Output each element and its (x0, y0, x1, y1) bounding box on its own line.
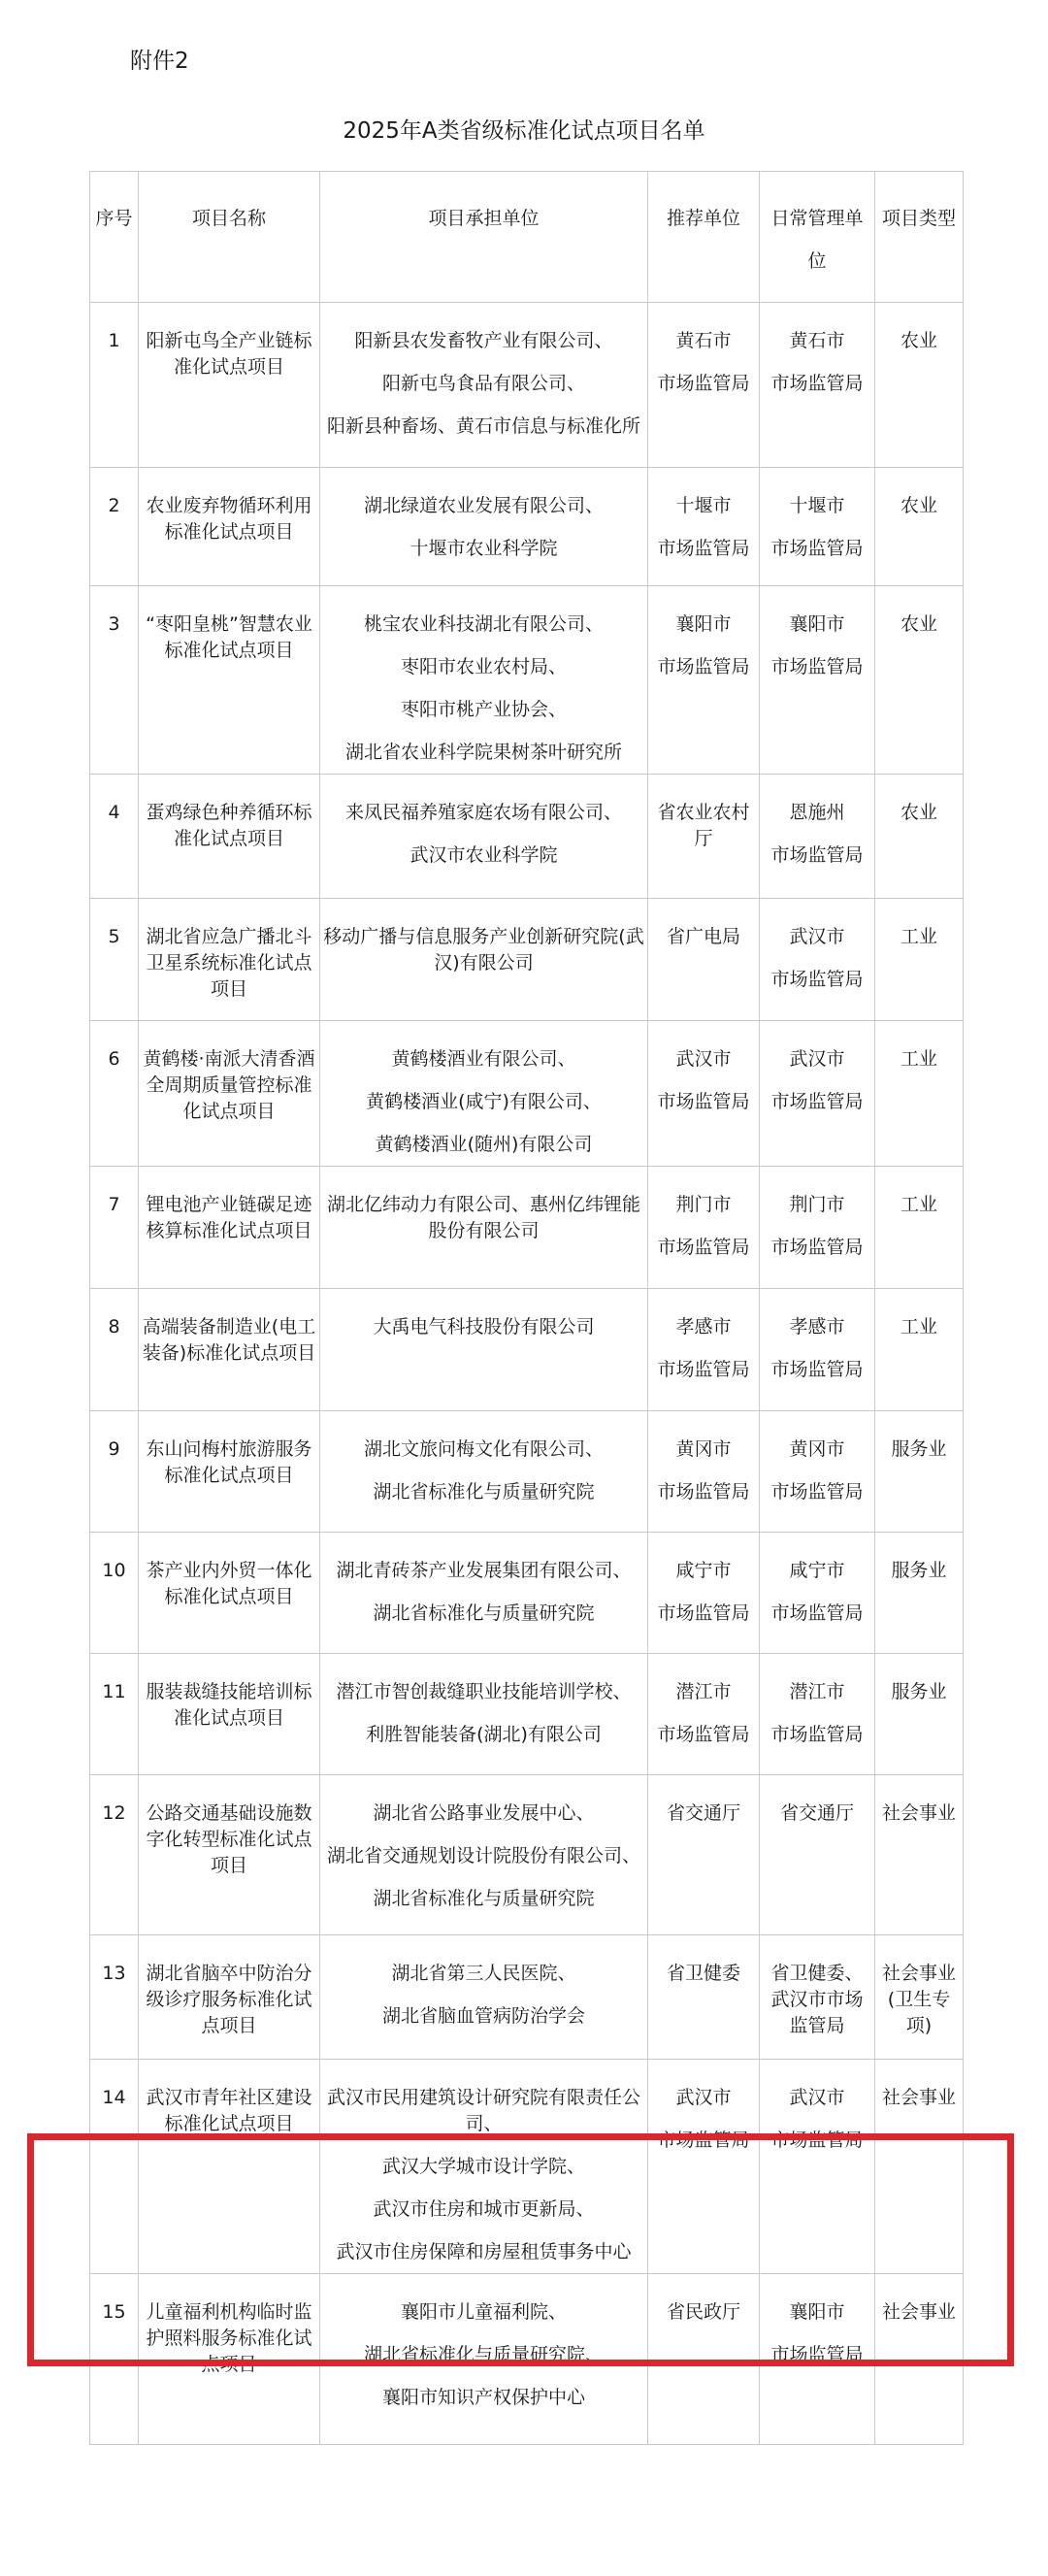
managing-unit-line: 市场监管局 (770, 844, 864, 866)
recommending-unit (648, 303, 760, 468)
row-number: 15 (90, 2274, 139, 2445)
managing-unit (760, 1411, 875, 1533)
managing-unit-line: 市场监管局 (770, 538, 864, 559)
row-number: 14 (90, 2060, 139, 2274)
managing-unit (760, 1167, 875, 1289)
undertaker-unit: 武汉大学城市设计学院、 (381, 2156, 585, 2177)
managing-unit-line: 孝感市 (789, 1316, 845, 1338)
undertaker-unit: 武汉市住房和城市更新局、 (373, 2198, 595, 2220)
undertaker-unit: 黄鹤楼酒业(咸宁)有限公司、 (366, 1091, 602, 1112)
managing-unit-line: 襄阳市 (789, 613, 845, 635)
table-header-row (90, 172, 964, 303)
undertaker-units (320, 775, 648, 899)
managing-unit-line: 武汉市 (789, 1048, 845, 1070)
undertaker-unit: 襄阳市知识产权保护中心 (381, 2387, 585, 2408)
managing-unit-line: 市场监管局 (770, 1091, 864, 1112)
managing-unit (760, 775, 875, 899)
undertaker-unit: 阳新县种畜场、黄石市信息与标准化所 (326, 415, 640, 437)
undertaker-units (320, 899, 648, 1021)
undertaker-units (320, 1289, 648, 1411)
recommending-unit (648, 586, 760, 775)
managing-unit-line: 咸宁市 (789, 1560, 845, 1581)
managing-unit-line: 市场监管局 (770, 2130, 864, 2151)
undertaker-unit: 阳新县农发畜牧产业有限公司、 (354, 330, 613, 351)
project-type: 农业 (875, 468, 964, 586)
managing-unit (760, 1021, 875, 1167)
undertaker-units (320, 1935, 648, 2060)
project-name: 锂电池产业链碳足迹核算标准化试点项目 (139, 1167, 320, 1289)
managing-unit-line: 市场监管局 (770, 1602, 864, 1624)
project-type: 工业 (875, 1021, 964, 1167)
undertaker-units (320, 1167, 648, 1289)
recommending-unit-line: 市场监管局 (657, 2130, 750, 2151)
recommending-unit-line: 咸宁市 (675, 1560, 732, 1581)
managing-unit (760, 586, 875, 775)
recommending-unit-line: 省农业农村厅 (657, 802, 750, 849)
undertaker-units (320, 303, 648, 468)
undertaker-unit: 移动广播与信息服务产业创新研究院(武汉)有限公司 (323, 926, 644, 974)
project-name: 蛋鸡绿色种养循环标准化试点项目 (139, 775, 320, 899)
table-row (90, 1021, 964, 1167)
undertaker-units (320, 468, 648, 586)
recommending-unit-line: 市场监管局 (657, 1724, 750, 1745)
project-name: 湖北省应急广播北斗卫星系统标准化试点项目 (139, 899, 320, 1021)
recommending-unit-line: 市场监管局 (657, 1091, 750, 1112)
row-number: 4 (90, 775, 139, 899)
recommending-unit-line: 市场监管局 (657, 1481, 750, 1503)
recommending-unit (648, 1533, 760, 1654)
managing-unit-line: 市场监管局 (770, 656, 864, 677)
project-type: 社会事业 (875, 2274, 964, 2445)
table-row (90, 2060, 964, 2274)
project-type: 服务业 (875, 1533, 964, 1654)
undertaker-unit: 湖北省标准化与质量研究院 (373, 1481, 595, 1503)
recommending-unit-line: 市场监管局 (657, 373, 750, 394)
recommending-unit-line: 市场监管局 (657, 538, 750, 559)
project-type: 农业 (875, 303, 964, 468)
recommending-unit-line: 黄冈市 (675, 1438, 732, 1460)
recommending-unit (648, 1775, 760, 1935)
undertaker-units (320, 1775, 648, 1935)
project-name: 服装裁缝技能培训标准化试点项目 (139, 1654, 320, 1775)
undertaker-unit: 大禹电气科技股份有限公司 (373, 1316, 595, 1338)
recommending-unit-line: 省广电局 (666, 926, 740, 947)
table-row (90, 586, 964, 775)
header-manager: 日常管理单位 (760, 172, 875, 303)
project-type: 工业 (875, 899, 964, 1021)
header-recommender: 推荐单位 (648, 172, 760, 303)
recommending-unit-line: 潜江市 (675, 1681, 732, 1702)
recommending-unit (648, 468, 760, 586)
managing-unit-line: 省交通厅 (779, 1802, 854, 1824)
project-type: 农业 (875, 586, 964, 775)
table-row (90, 468, 964, 586)
row-number: 13 (90, 1935, 139, 2060)
managing-unit (760, 468, 875, 586)
row-number: 11 (90, 1654, 139, 1775)
recommending-unit-line: 孝感市 (675, 1316, 732, 1338)
managing-unit-line: 武汉市 (789, 2087, 845, 2108)
recommending-unit-line: 襄阳市 (675, 613, 732, 635)
row-number: 8 (90, 1289, 139, 1411)
undertaker-unit: 来凤民福养殖家庭农场有限公司、 (344, 802, 622, 823)
project-type: 工业 (875, 1167, 964, 1289)
project-name: 阳新屯鸟全产业链标准化试点项目 (139, 303, 320, 468)
recommending-unit (648, 2060, 760, 2274)
table-row (90, 1411, 964, 1533)
undertaker-units (320, 2060, 648, 2274)
managing-unit (760, 1533, 875, 1654)
row-number: 2 (90, 468, 139, 586)
undertaker-unit: 湖北省农业科学院果树茶叶研究所 (344, 742, 622, 763)
undertaker-unit: 湖北省交通规划设计院股份有限公司、 (326, 1845, 640, 1866)
annex-label: 附件2 (130, 49, 189, 74)
managing-unit-line: 黄冈市 (789, 1438, 845, 1460)
managing-unit (760, 1654, 875, 1775)
undertaker-units (320, 2274, 648, 2445)
document-title: 2025年A类省级标准化试点项目名单 (343, 118, 705, 144)
undertaker-unit: 湖北省标准化与质量研究院、 (363, 2344, 604, 2365)
project-name: 儿童福利机构临时监护照料服务标准化试点项目 (139, 2274, 320, 2445)
undertaker-unit: 枣阳市农业农村局、 (400, 656, 567, 677)
recommending-unit-line: 市场监管局 (657, 1602, 750, 1624)
managing-unit (760, 899, 875, 1021)
managing-unit-line: 市场监管局 (770, 2344, 864, 2365)
undertaker-unit: 十堰市农业科学院 (409, 538, 558, 559)
row-number: 1 (90, 303, 139, 468)
recommending-unit (648, 775, 760, 899)
undertaker-unit: 武汉市农业科学院 (409, 844, 558, 866)
undertaker-units (320, 1411, 648, 1533)
table-row (90, 1935, 964, 2060)
undertaker-unit: 湖北亿纬动力有限公司、惠州亿纬锂能股份有限公司 (326, 1194, 640, 1241)
undertaker-unit: 阳新屯鸟食品有限公司、 (381, 373, 585, 394)
recommending-unit (648, 1289, 760, 1411)
managing-unit-line: 恩施州 (789, 802, 845, 823)
row-number: 5 (90, 899, 139, 1021)
project-type: 农业 (875, 775, 964, 899)
managing-unit-line: 十堰市 (789, 495, 845, 516)
managing-unit-line: 潜江市 (789, 1681, 845, 1702)
recommending-unit-line: 省交通厅 (666, 1802, 740, 1824)
recommending-unit-line: 武汉市 (675, 2087, 732, 2108)
recommending-unit-line: 市场监管局 (657, 1359, 750, 1380)
undertaker-unit: 利胜智能装备(湖北)有限公司 (366, 1724, 602, 1745)
undertaker-units (320, 586, 648, 775)
undertaker-unit: 湖北省脑血管病防治学会 (381, 2005, 585, 2027)
table-row (90, 775, 964, 899)
project-name: 武汉市青年社区建设标准化试点项目 (139, 2060, 320, 2274)
undertaker-units (320, 1654, 648, 1775)
undertaker-unit: 黄鹤楼酒业(随州)有限公司 (375, 1134, 593, 1155)
managing-unit-line: 市场监管局 (770, 1724, 864, 1745)
row-number: 12 (90, 1775, 139, 1935)
managing-unit-line: 荆门市 (789, 1194, 845, 1215)
recommending-unit-line: 省卫健委 (666, 1963, 740, 1984)
table-row (90, 1289, 964, 1411)
managing-unit-line: 市场监管局 (770, 1237, 864, 1258)
header-name: 项目名称 (139, 172, 320, 303)
undertaker-unit: 枣阳市桃产业协会、 (400, 699, 567, 720)
undertaker-units (320, 1021, 648, 1167)
undertaker-unit: 武汉市住房保障和房屋租赁事务中心 (336, 2241, 632, 2262)
recommending-unit (648, 1654, 760, 1775)
undertaker-units (320, 1533, 648, 1654)
row-number: 10 (90, 1533, 139, 1654)
header-no: 序号 (90, 172, 139, 303)
table-row (90, 899, 964, 1021)
managing-unit (760, 1289, 875, 1411)
project-name: “枣阳皇桃”智慧农业标准化试点项目 (139, 586, 320, 775)
recommending-unit (648, 899, 760, 1021)
header-undertaker: 项目承担单位 (320, 172, 648, 303)
table-row (90, 1654, 964, 1775)
project-type: 服务业 (875, 1411, 964, 1533)
table-row (90, 1533, 964, 1654)
undertaker-unit: 湖北文旅问梅文化有限公司、 (363, 1438, 604, 1460)
project-name: 高端装备制造业(电工装备)标准化试点项目 (139, 1289, 320, 1411)
project-type: 社会事业(卫生专项) (875, 1935, 964, 2060)
recommending-unit-line: 省民政厅 (666, 2301, 740, 2323)
recommending-unit-line: 市场监管局 (657, 656, 750, 677)
undertaker-unit: 桃宝农业科技湖北有限公司、 (363, 613, 604, 635)
managing-unit-line: 黄石市 (789, 330, 845, 351)
recommending-unit (648, 2274, 760, 2445)
managing-unit (760, 2060, 875, 2274)
undertaker-unit: 黄鹤楼酒业有限公司、 (391, 1048, 576, 1070)
recommending-unit (648, 1167, 760, 1289)
row-number: 6 (90, 1021, 139, 1167)
managing-unit-line: 武汉市 (789, 926, 845, 947)
undertaker-unit: 湖北省公路事业发展中心、 (373, 1802, 595, 1824)
project-type: 社会事业 (875, 2060, 964, 2274)
project-name: 农业废弃物循环利用标准化试点项目 (139, 468, 320, 586)
undertaker-unit: 湖北青砖茶产业发展集团有限公司、 (336, 1560, 632, 1581)
undertaker-unit: 武汉市民用建筑设计研究院有限责任公司、 (326, 2087, 640, 2134)
row-number: 3 (90, 586, 139, 775)
managing-unit-line: 襄阳市 (789, 2301, 845, 2323)
row-number: 9 (90, 1411, 139, 1533)
managing-unit (760, 303, 875, 468)
project-type: 社会事业 (875, 1775, 964, 1935)
managing-unit-line: 市场监管局 (770, 969, 864, 990)
recommending-unit (648, 1935, 760, 2060)
project-type: 工业 (875, 1289, 964, 1411)
project-name: 湖北省脑卒中防治分级诊疗服务标准化试点项目 (139, 1935, 320, 2060)
undertaker-unit: 湖北绿道农业发展有限公司、 (363, 495, 604, 516)
managing-unit-line: 市场监管局 (770, 1359, 864, 1380)
recommending-unit-line: 市场监管局 (657, 1237, 750, 1258)
project-name: 茶产业内外贸一体化标准化试点项目 (139, 1533, 320, 1654)
project-name: 黄鹤楼·南派大清香酒全周期质量管控标准化试点项目 (139, 1021, 320, 1167)
row-number: 7 (90, 1167, 139, 1289)
managing-unit (760, 1935, 875, 2060)
table-row (90, 1167, 964, 1289)
managing-unit-line: 省卫健委、武汉市市场监管局 (770, 1963, 864, 2036)
managing-unit (760, 1775, 875, 1935)
recommending-unit-line: 十堰市 (675, 495, 732, 516)
table-row (90, 303, 964, 468)
table-body (90, 303, 964, 2445)
recommending-unit-line: 武汉市 (675, 1048, 732, 1070)
recommending-unit (648, 1411, 760, 1533)
recommending-unit (648, 1021, 760, 1167)
managing-unit (760, 2274, 875, 2445)
project-table (89, 171, 964, 2445)
managing-unit-line: 市场监管局 (770, 373, 864, 394)
project-name: 东山问梅村旅游服务标准化试点项目 (139, 1411, 320, 1533)
recommending-unit-line: 荆门市 (675, 1194, 732, 1215)
table-row (90, 2274, 964, 2445)
table-row (90, 1775, 964, 1935)
undertaker-unit: 湖北省标准化与质量研究院 (373, 1888, 595, 1909)
undertaker-unit: 湖北省标准化与质量研究院 (373, 1602, 595, 1624)
header-type: 项目类型 (875, 172, 964, 303)
project-type: 服务业 (875, 1654, 964, 1775)
recommending-unit-line: 黄石市 (675, 330, 732, 351)
managing-unit-line: 市场监管局 (770, 1481, 864, 1503)
project-name: 公路交通基础设施数字化转型标准化试点项目 (139, 1775, 320, 1935)
undertaker-unit: 湖北省第三人民医院、 (391, 1963, 576, 1984)
undertaker-unit: 襄阳市儿童福利院、 (400, 2301, 567, 2323)
undertaker-unit: 潜江市智创裁缝职业技能培训学校、 (336, 1681, 632, 1702)
